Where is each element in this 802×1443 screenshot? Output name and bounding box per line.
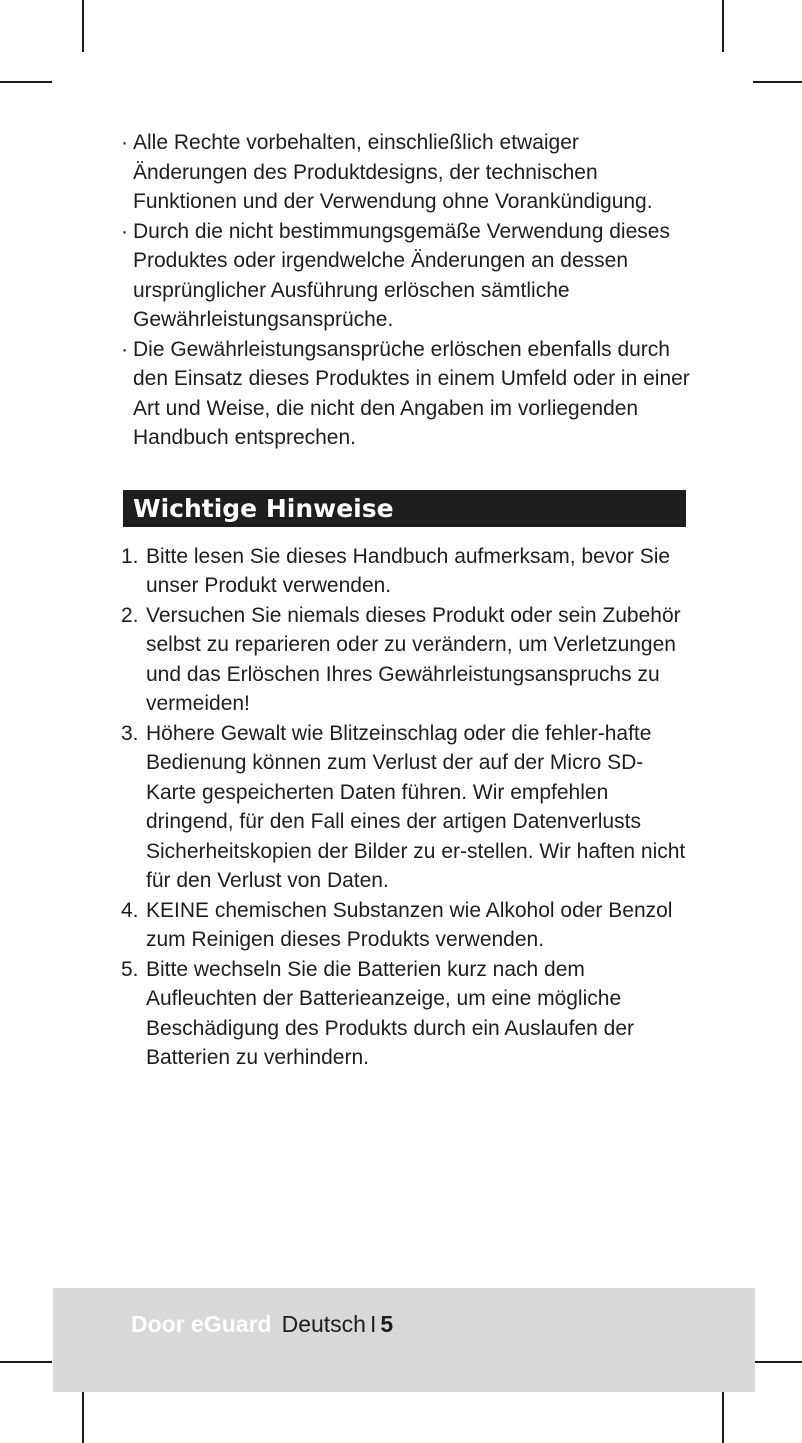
- bullet-text: Durch die nicht bestimmungsgemäße Verwendung dieses Produktes oder irgendwelche Änderungen an dessen ursprünglicher Ausführung erlöschen sämtliche Gewährleistungsansprüche.: [133, 219, 670, 331]
- crop-mark-right-top: [753, 81, 802, 83]
- footer-separator: I: [369, 1311, 377, 1337]
- page-content: [121, 128, 691, 1073]
- footer-language: Deutsch: [281, 1311, 366, 1337]
- list-item: [121, 719, 691, 896]
- list-item: [121, 955, 691, 1073]
- item-number: 4.: [121, 898, 139, 922]
- item-number: 2.: [121, 603, 139, 627]
- page-number: 5: [380, 1311, 394, 1337]
- disclaimer-list: [121, 128, 691, 453]
- bullet-text: Alle Rechte vorbehalten, einschließlich etwaiger Änderungen des Produktdesigns, der technischen Funktionen und der Verwendung ohne Vorankündigung.: [133, 131, 653, 213]
- crop-mark-bottom-left: [82, 1391, 84, 1443]
- item-text: KEINE chemischen Substanzen wie Alkohol oder Benzol zum Reinigen dieses Produkts verwenden.: [146, 898, 673, 951]
- item-text: Bitte wechseln Sie die Batterien kurz nach dem Aufleuchten der Batterieanzeige, um eine mögliche Beschädigung des Produkts durch ein Auslaufen der Batterien zu verhindern.: [146, 957, 634, 1069]
- item-number: 3.: [121, 721, 139, 745]
- crop-mark-bottom-right: [722, 1391, 724, 1443]
- list-item: [121, 542, 691, 601]
- item-number: 1.: [121, 544, 139, 568]
- item-number: 5.: [121, 957, 139, 981]
- crop-mark-top-right: [722, 0, 724, 52]
- footer-bar: [53, 1288, 755, 1392]
- crop-mark-top-left: [82, 0, 84, 52]
- list-item: [121, 601, 691, 719]
- section-heading: Wichtige Hinweise: [123, 490, 686, 527]
- list-item: [121, 217, 691, 335]
- crop-mark-left-top: [0, 81, 52, 83]
- bullet-marker: ·: [121, 219, 128, 243]
- list-item: [121, 896, 691, 955]
- page-footer: [131, 1309, 393, 1339]
- crop-mark-left-bottom: [0, 1361, 52, 1363]
- bullet-marker: ·: [121, 337, 128, 361]
- item-text: Bitte lesen Sie dieses Handbuch aufmerksam, bevor Sie unser Produkt verwenden.: [146, 544, 671, 597]
- list-item: [121, 128, 691, 217]
- notes-list: [121, 542, 691, 1073]
- bullet-marker: ·: [121, 131, 128, 154]
- footer-brand: Door eGuard: [131, 1311, 272, 1337]
- bullet-text: Die Gewährleistungsansprüche erlöschen ebenfalls durch den Einsatz dieses Produktes in einem Umfeld oder in einer Art und Weise, die nicht den Angaben im vorliegenden Handbuch entsprechen.: [133, 337, 690, 449]
- item-text: Versuchen Sie niemals dieses Produkt oder sein Zubehör selbst zu reparieren oder zu verändern, um Verletzungen und das Erlöschen Ihres Gewährleistungsanspruchs zu vermeiden!: [146, 603, 681, 715]
- crop-mark-right-bottom: [753, 1361, 802, 1363]
- list-item: [121, 335, 691, 453]
- item-text: Höhere Gewalt wie Blitzeinschlag oder die fehler-hafte Bedienung können zum Verlust der auf der Micro SD-Karte gespeicherten Daten führen. Wir empfehlen dringend, für den Fall eines der artigen Datenverlusts Sicherheitskopien der Bilder zu er-stellen. Wir haften nicht für den Verlust von Daten.: [146, 721, 686, 892]
